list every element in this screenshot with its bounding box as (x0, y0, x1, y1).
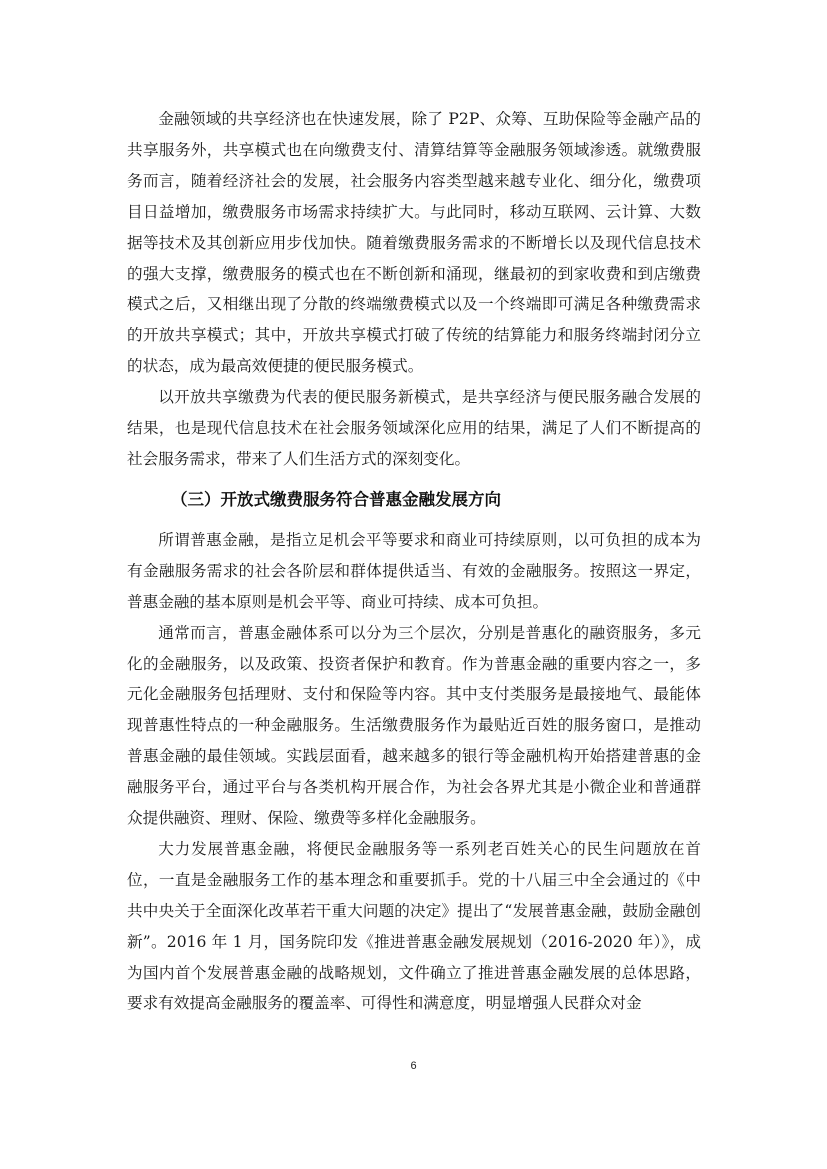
body-paragraph: 所谓普惠金融，是指立足机会平等要求和商业可持续原则，以可负担的成本为有金融服务需求的社会各阶层和群体提供适当、有效的金融服务。按照这一界定，普惠金融的基本原则是机会平等、商业可持续、成本可负担。 (127, 530, 701, 611)
body-paragraph: 通常而言，普惠金融体系可以分为三个层次，分别是普惠化的融资服务，多元化的金融服务，以及政策、投资者保护和教育。作为普惠金融的重要内容之一，多元化金融服务包括理财、支付和保险等内容。其中支付类服务是最接地气、最能体现普惠性特点的一种金融服务。生活缴费服务作为最贴近百姓的服务窗口，是推动普惠金融的最佳领域。实践层面看，越来越多的银行等金融机构开始搭建普惠的金融服务平台，通过平台与各类机构开展合作，为社会各界尤其是小微企业和普通群众提供融资、理财、保险、缴费等多样化金融服务。 (127, 623, 701, 828)
body-paragraph: 大力发展普惠金融，将便民金融服务等一系列老百姓关心的民生问题放在首位，一直是金融服务工作的基本理念和重要抓手。党的十八届三中全会通过的《中共中央关于全面深化改革若干重大问题的决定》提出了“发展普惠金融，鼓励金融创新”。2016 年 1 月，国务院印发《推进普惠金融发展规划（2016-2020 年）》，成为国内首个发展普惠金融的战略规划，文件确立了推进普惠金融发展的总体思路，要求有效提高金融服务的覆盖率、可得性和满意度，明显增强人民群众对金 (127, 839, 701, 1013)
body-paragraph: 金融领域的共享经济也在快速发展，除了 P2P、众筹、互助保险等金融产品的共享服务外，共享模式也在向缴费支付、清算结算等金融服务领域渗透。就缴费服务而言，随着经济社会的发展，社会服务内容类型越来越专业化、细分化，缴费项目日益增加，缴费服务市场需求持续扩大。与此同时，移动互联网、云计算、大数据等技术及其创新应用步伐加快。随着缴费服务需求的不断增长以及现代信息技术的强大支撑，缴费服务的模式也在不断创新和涌现，继最初的到家收费和到店缴费模式之后，又相继出现了分散的终端缴费模式以及一个终端即可满足各种缴费需求的开放共享模式；其中，开放共享模式打破了传统的结算能力和服务终端封闭分立的状态，成为最高效便捷的便民服务模式。 (127, 110, 701, 376)
page-number: 6 (410, 1060, 417, 1072)
section-heading: （三）开放式缴费服务符合普惠金融发展方向 (171, 489, 501, 509)
document-body (127, 104, 701, 1019)
body-paragraph: 以开放共享缴费为代表的便民服务新模式，是共享经济与便民服务融合发展的结果，也是现代信息技术在社会服务领域深化应用的结果，满足了人们不断提高的社会服务需求，带来了人们生活方式的深刻变化。 (127, 388, 701, 468)
